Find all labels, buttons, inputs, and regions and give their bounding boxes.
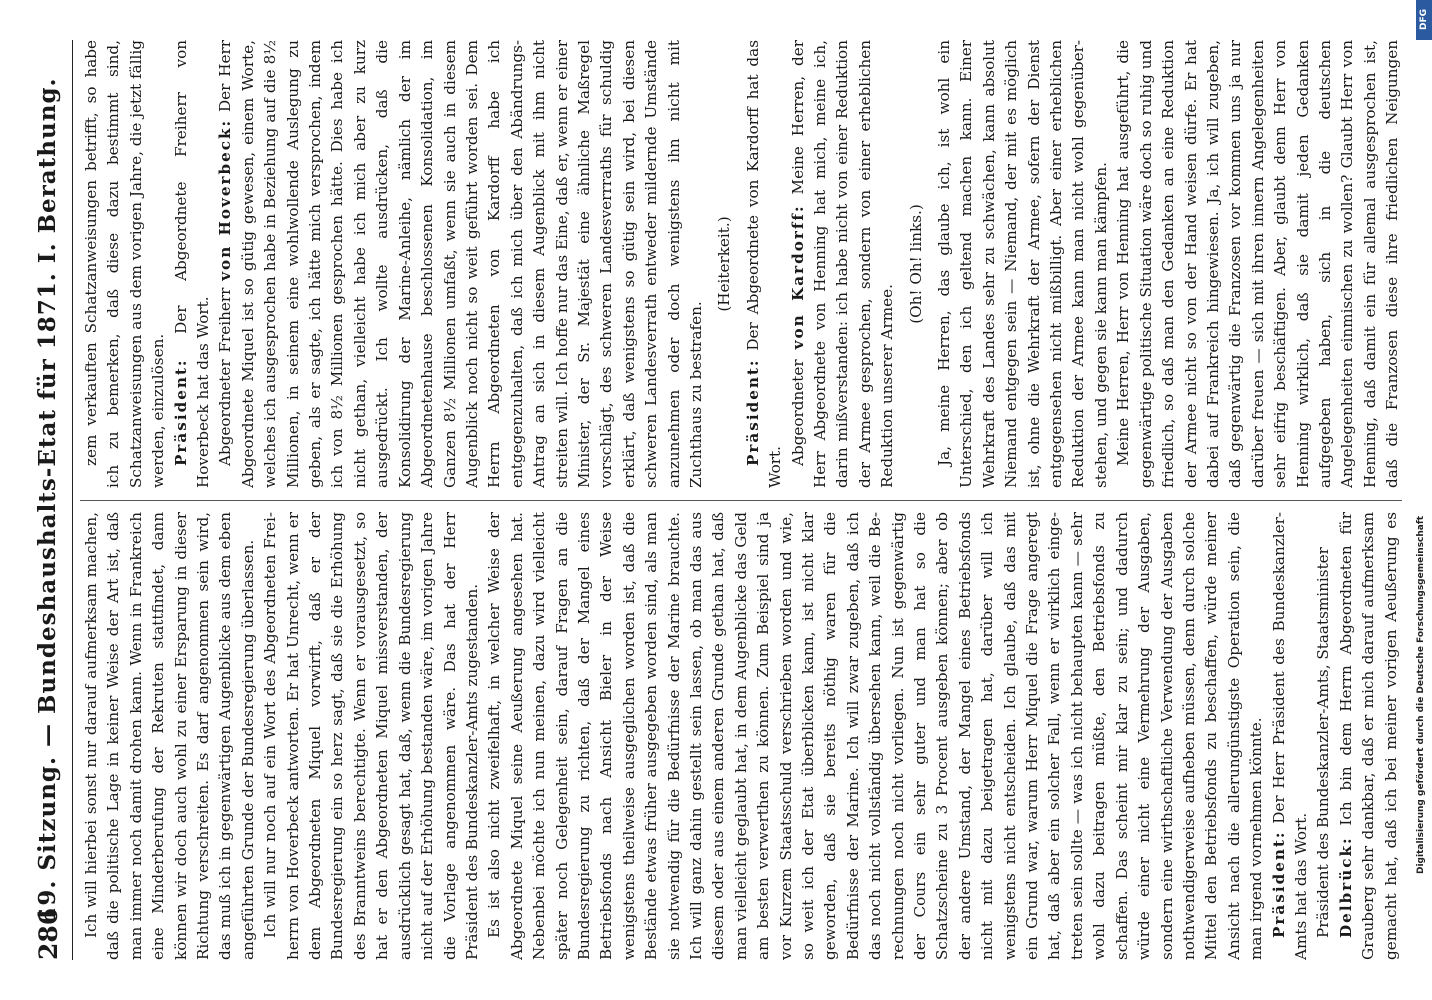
paragraph: zem verkauften Schatzanweisungen betrifft, so habe ich zu bemerken, daß diese dazu bestimmt sind, Schatzanweisungen aus dem vorigen Jahre, die jetzt fällig werden, einzulösen. (82, 40, 168, 488)
paragraph: Meine Herren, Herr von Henning hat ausgeführt, die gegenwärtige politische Situation wäre doch so ruhig und friedlich, so daß man den Gedanken an eine Reduktion der Armee nicht so von der Hand weisen dürfe. Er hat dabei auf Frankreich hingewiesen. Ja, ich will zugeben, daß gegenwärtig die Franzosen vor kommen uns ja nur darüber freuen — sich mit ihren innern Angelegenheiten sehr eifrig beschäftigen. Aber, glaubt denn Herr von Henning wirklich, daß sie damit jeden Gedanken aufgegeben haben, sich in die deutschen Angelegenheiten einmischen zu wollen? Glaubt Herr von Henning, daß damit ein für allemal ausgesprochen ist, daß die Franzosen diese ihre friedlichen Neigungen (1114, 40, 1402, 488)
stage-direction: (Heiterkeit.) (715, 216, 734, 312)
page-title: 19. Sitzung. — Bundeshaushalts-Etat für 1871. I. Berathung. (34, 77, 61, 923)
speaker-name: Delbrück: (1336, 836, 1355, 938)
digitization-credit: Digitalisierung gefördert durch die Deutsche Forschungsgemeinschaft (1416, 515, 1426, 875)
speech-text: Meine Herren, der Herr Abgeordnete von Henning hat mich, meine ich, darin mißverstanden: ich habe nicht von einer Reduktion der Armee gesprochen, sondern von einer erheblichen Reduktion unserer Armee. (788, 40, 897, 488)
speaker-name: von Kardorff: (788, 204, 807, 350)
dfg-logo: DFG (1416, 0, 1432, 40)
speaker-intro: Abgeordneter Freiherr (216, 280, 235, 466)
column-divider (80, 500, 1402, 501)
speech-text: Der Herr Abgeordnete Miquel ist so gütig gewesen, einem Worte, welches ich ausgesprochen habe in Beziehung auf die 8½ Millionen, in seinem eine wohlwollende Auslegung zu geben, als er sagte, ich hätte mich versprochen, indem ich von 8½ Millionen gesprochen hätte. Dies habe ich nicht gethan, vielleicht habe ich mich aber zu kurz ausgedrückt. Ich wollte ausdrücken, daß die Konsolidirung der Marine-Anleihe, nämlich der im Abgeordnetenhause beschlossenen Konsolidation, im Ganzen 8½ Millionen umfaßt, wenn sie auch in diesem Augenblick noch nicht so weit geführt worden sei. Dem Herrn Abgeordneten von Kardorff habe ich entgegenzuhalten, daß ich mich über den Abändrungs-Antrag an sich in diesem Augenblick mit ihm nicht streiten will. Ich hoffe nur das Eine, daß er, wenn er einer Minister, der Sr. Majestät eine ähnliche Maßregel vorschlägt, des schweren Landesverrraths für schuldig erklärt, daß wenigstens so gütig sein wird, bei diesen schweren Landesverrath entweder mildernde Umstände anzunehmen oder doch wenigstens ihn nicht mit Zuchthaus zu bestrafen. (216, 40, 705, 488)
speaker-name: von Hoverbeck: (216, 118, 235, 281)
speech-text: Der Abgeordnete von Kardorff hat das Wort. (743, 40, 785, 488)
speaker-intro: Abgeordneter (788, 349, 807, 466)
paragraph: Ja, meine Herren, das glaube ich, ist wohl ein Unterschied, den ich geltend machen kann. Einer Wehrkraft des Landes sehr zu schwächen, kann absolut Niemand entgegen sein — Niemand, der mit es möglich ist, ohne die Wehrkraft der Armee, sofern der Dienst entgegensehen nicht mißbilligt. Aber einer erheblichen Reduktion der Armee kann man nicht wohl gegenüberstehen, und gegen sie kann man kämpfen. (935, 40, 1110, 488)
speaker-turn (1268, 512, 1313, 960)
stage-direction: (Oh! Oh! links.) (906, 204, 925, 324)
paragraph: Ich will nur noch auf ein Wort des Abgeordneten Freiherrn von Hoverbeck antworten. Er hat Unrecht, wenn er dem Abgeordneten Miquel vorwirft, daß er der Bundesregierung ein so herz sagt, daß sie die Erhöhung des Branntweins berechtigte. Wenn er vorausgesetzt, so hat er den Abgeordneten Miquel missverstanden, der ausdrücklich gesagt hat, daß, wenn die Bundesregierung nicht auf der Erhöhung bestanden wäre, im vorigen Jahre die Vorlage angenommen wäre. Das hat der Herr Präsident des Bundeskanzler-Amts zugestanden. (261, 512, 481, 960)
page-number: 286 (34, 907, 63, 960)
speech-text: Der Herr Präsident des Bundeskanzler-Amts hat das Wort. (1269, 512, 1310, 960)
speech-text: Ich bin dem Herrn Abgeordneten für Grauberg sehr dankbar, daß er mich darauf aufmerksam gemacht hat, daß ich bei meiner vorigen Aeußerung es (1336, 512, 1400, 960)
speaker-name: Präsident: (1269, 830, 1288, 938)
page-header (26, 40, 73, 960)
speaker-turn (1335, 512, 1402, 960)
speech-text: Der Abgeordnete Freiherr von Hoverbeck hat das Wort. (171, 40, 213, 488)
text-columns (80, 40, 1402, 960)
speaker-name: Präsident: (743, 358, 762, 466)
paragraph: Präsident des Bundeskanzler-Amts, Staatsminister (1314, 547, 1333, 938)
speaker-turn (170, 40, 215, 488)
speaker-name: Präsident: (171, 358, 190, 466)
speaker-turn (214, 40, 707, 488)
speaker-turn (787, 40, 899, 488)
paragraph: Ich will hierbei sonst nur darauf aufmerksam machen, daß die politische Lage in keiner Weise der Art ist, daß man immer noch damit drohen kann. Wenn in Frankreich eine Minderberufung der Rekruten stattfindet, dann können wir doch auch wohl zu einer Ersparung in dieser Richtung verschreiten. Es darf angenommen sein wird, das muß ich in gegenwärtigen Augenblicke aus dem eben angeführten Grunde der Bundesregierung überlassen. (82, 512, 257, 960)
left-column (80, 512, 1402, 960)
paragraph: Es ist also nicht zweifelhaft, in welcher Weise der Abgeordnete Miquel seine Aeußerung angesehen hat. Nebenbei möchte ich nun meinen, dazu wird vielleicht später noch Gelegenheit sein, darauf Fragen an die Bundesregierung zu richten, daß der Mangel eines Betriebsfonds nach Ansicht Bieler in der Weise wenigstens theilweise ausgeglichen worden ist, daß die Bestände etwas früher ausgegeben worden sind, als man sie notwendig für die Bedürfnisse der Marine brauchte. Ich will ganz dahin gestellt sein lassen, ob man das aus diesem oder aus einem anderen Grunde gethan hat, daß man vielleicht geglaubt hat, in dem Augenblicke das Geld am besten verwerthen zu können. Zum Beispiel sind ja vor Kurzem Staatsschuld verschrieben worden und wie, so weit ich der Etat überblicken kann, ist nicht klar geworden, daß sie bereits nöthig waren für die Bedürfnisse der Marine. Ich will zwar zugeben, daß ich das noch nicht vollständig übersehen kann, weil die Berechnungen noch nicht vorliegen. Nun ist gegenwärtig der Cours ein sehr guter und man hat so die Schatzscheine zu 3 Procent ausgeben können; aber ob der andere Umstand, der Mangel eines Betriebsfonds nicht mit dazu beigetragen hat, darüber will ich wenigstens nicht entscheiden. Ich glaube, daß das mit ein Grund war, warum Herr Miquel die Frage angeregt hat, daß aber ein solcher Fall, wenn er wirklich eingetreten sein sollte — was ich nicht behaupten kann — sehr wohl dazu beitragen müßte, den Betriebsfonds zu schaffen. Das scheint mir klar zu sein; und dadurch würde einer nicht eine Vermehrung der Ausgaben, sondern eine wirthschaftliche Verwendung der Ausgaben nothwendigerweise aufheben müssen, denn durch solche Mittel den Betriebsfonds zu beschaffen, würde meiner Ansicht nach die allerungünstigste Operation sein, die man irgend vornehmen könnte. (485, 512, 1266, 960)
speaker-turn (742, 40, 787, 488)
right-column (80, 40, 1402, 488)
document-page (26, 20, 1406, 980)
